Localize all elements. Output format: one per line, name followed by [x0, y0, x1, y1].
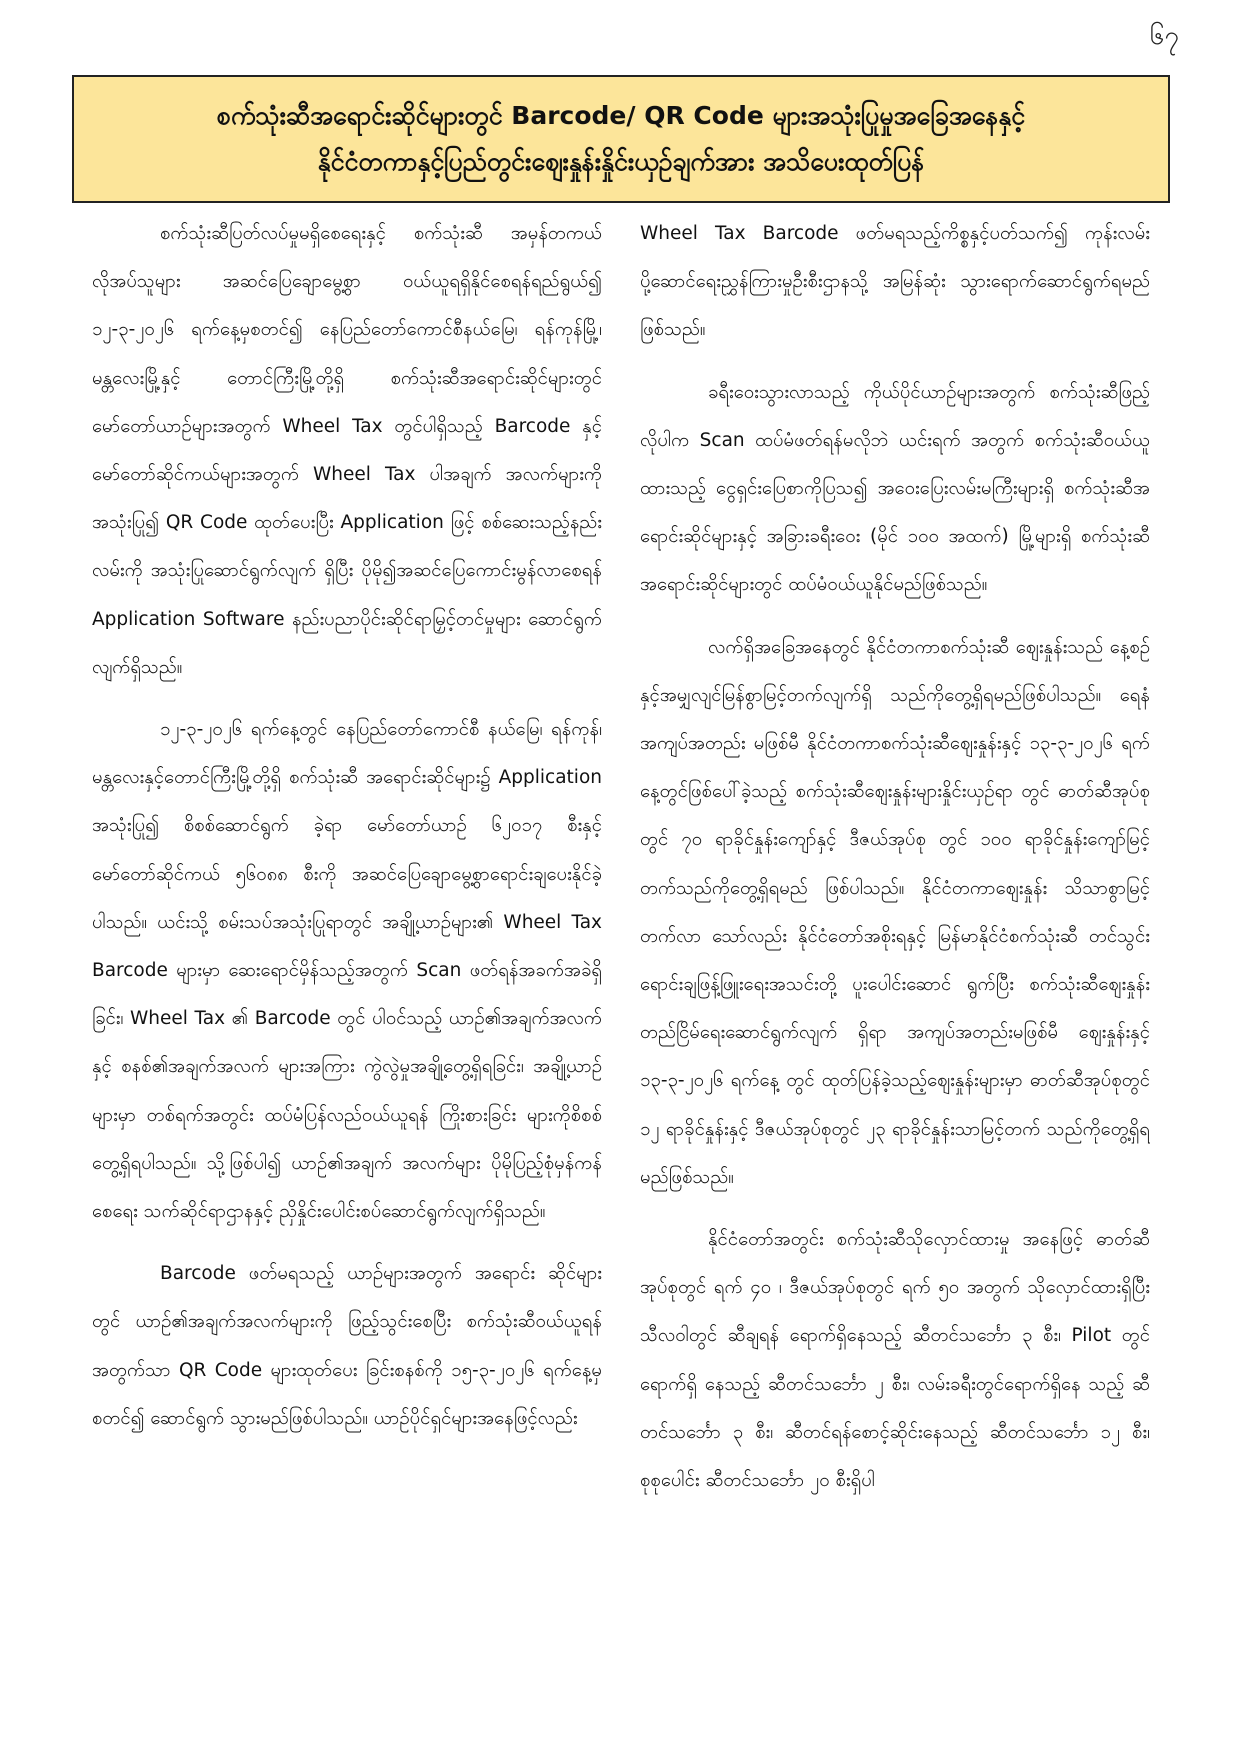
- page-number: ၆၇: [1149, 21, 1179, 51]
- right-paragraph-4: နိုင်ငံတော်အတွင်း စက်သုံးဆီသိုလှောင်ထားမှု အနေဖြင့် ဓာတ်ဆီအုပ်စုတွင် ရက် ၄၀ ၊ ဒီဇယ်အုပ်စုတွင် ရက် ၅၀ အတွက် သိုလှောင်ထားရှိပြီး သီလဝါတွင် ဆီချရန် ရောက်ရှိနေသည့် ဆီတင်သင်္ဘော ၃ စီး၊ Pilot တွင်ရောက်ရှိ နေသည့် ဆီတင်သင်္ဘော ၂ စီး၊ လမ်းခရီးတွင်ရောက်ရှိနေ သည့် ဆီတင်သင်္ဘော ၃ စီး၊ ဆီတင်ရန်စောင့်ဆိုင်းနေသည့် ဆီတင်သင်္ဘော ၁၂ စီး၊ စုစုပေါင်း ဆီတင်သင်္ဘော ၂၀ စီးရှိပါ: [640, 1229, 1150, 1492]
- right-paragraph-3: လက်ရှိအခြေအနေတွင် နိုင်ငံတကာစက်သုံးဆီ ဈေးနှုန်းသည် နေ့စဉ်နှင့်အမျှလျင်မြန်စွာမြင့်တက်လျက်ရှိ သည်ကိုတွေ့ရှိရမည်ဖြစ်ပါသည်။ ရေနံအကျပ်အတည်း မဖြစ်မီ နိုင်ငံတကာစက်သုံးဆီဈေးနှုန်းနှင့် ၁၃-၃-၂၀၂၆ ရက် နေ့တွင်ဖြစ်ပေါ်ခဲ့သည့် စက်သုံးဆီဈေးနှုန်းများနှိုင်းယှဉ်ရာ တွင် ဓာတ်ဆီအုပ်စုတွင် ၇၀ ရာခိုင်နှုန်းကျော်နှင့် ဒီဇယ်အုပ်စု တွင် ၁၀၀ ရာခိုင်နှုန်းကျော်မြင့်တက်သည်ကိုတွေ့ရှိရမည် ဖြစ်ပါသည်။ နိုင်ငံတကာဈေးနှုန်း သိသာစွာမြင့်တက်လာ သော်လည်း နိုင်ငံတော်အစိုးရနှင့် မြန်မာနိုင်ငံစက်သုံးဆီ တင်သွင်းရောင်းချဖြန့်ဖြူးရေးအသင်းတို့ ပူးပေါင်းဆောင် ရွက်ပြီး စက်သုံးဆီဈေးနှုန်း တည်ငြိမ်ရေးဆောင်ရွက်လျက် ရှိရာ အကျပ်အတည်းမဖြစ်မီ ဈေးနှုန်းနှင့် ၁၃-၃-၂၀၂၆ ရက်နေ့ တွင် ထုတ်ပြန်ခဲ့သည့်ဈေးနှုန်းများမှာ ဓာတ်ဆီအုပ်စုတွင် ၁၂ ရာခိုင်နှုန်းနှင့် ဒီဇယ်အုပ်စုတွင် ၂၃ ရာခိုင်နှုန်းသာမြင့်တက် သည်ကိုတွေ့ရှိရမည်ဖြစ်သည်။: [640, 636, 1150, 1188]
- left-paragraph-2: ၁၂-၃-၂၀၂၆ ရက်နေ့တွင် နေပြည်တော်ကောင်စီ နယ်မြေ၊ ရန်ကုန်၊ မန္တလေးနှင့်တောင်ကြီးမြို့တို့ရှိ စက်သုံးဆီ အရောင်းဆိုင်များ၌ Application အသုံးပြု၍ စိစစ်ဆောင်ရွက် ခဲ့ရာ မော်တော်ယာဉ် ၆၂၀၁၇ စီးနှင့် မော်တော်ဆိုင်ကယ် ၅၆၀၈၈ စီးကို အဆင်ပြေချောမွေ့စွာရောင်းချပေးနိုင်ခဲ့ပါသည်။ ယင်းသို့ စမ်းသပ်အသုံးပြုရာတွင် အချို့ယာဉ်များ၏ Wheel Tax Barcode များမှာ ဆေးရောင်မှိန်သည့်အတွက် Scan ဖတ်ရန်အခက်အခဲရှိခြင်း၊ Wheel Tax ၏ Barcode တွင် ပါဝင်သည့် ယာဉ်၏အချက်အလက်နှင့် စနစ်၏အချက်အလက် များအကြား ကွဲလွဲမှုအချို့တွေ့ရှိရခြင်း၊ အချို့ယာဉ်များမှာ တစ်ရက်အတွင်း ထပ်မံပြန်လည်ဝယ်ယူရန် ကြိုးစားခြင်း များကိုစိစစ်တွေ့ရှိရပါသည်။ သို့ဖြစ်ပါ၍ ယာဉ်၏အချက် အလက်များ ပိုမိုပြည့်စုံမှန်ကန်စေရေး သက်ဆိုင်ရာဌာနနှင့် ညှိနှိုင်းပေါင်းစပ်ဆောင်ရွက်လျက်ရှိသည်။: [92, 719, 602, 1223]
- right-column: [640, 210, 1150, 1740]
- right-paragraph-1: Wheel Tax Barcode ဖတ်မရသည့်ကိစ္စနှင့်ပတ်သက်၍ ကုန်းလမ်းပို့ဆောင်ရေးညွှန်ကြားမှုဦးစီးဌာနသို့ အမြန်ဆုံး သွားရောက်ဆောင်ရွက်ရမည်ဖြစ်သည်။: [640, 223, 1150, 341]
- left-paragraph-3: Barcode ဖတ်မရသည့် ယာဉ်များအတွက် အရောင်း ဆိုင်များတွင် ယာဉ်၏အချက်အလက်များကို ဖြည့်သွင်းစေပြီး စက်သုံးဆီဝယ်ယူရန်အတွက်သာ QR Code များထုတ်ပေး ခြင်းစနစ်ကို ၁၅-၃-၂၀၂၆ ရက်နေ့မှစတင်၍ ဆောင်ရွက် သွားမည်ဖြစ်ပါသည်။ ယာဉ်ပိုင်ရှင်များအနေဖြင့်လည်း: [92, 1263, 602, 1429]
- title-line-2: နိုင်ငံတကာနှင့်ပြည်တွင်းဈေးနှုန်းနှိုင်းယှဉ်ချက်အား အသိပေးထုတ်ပြန်: [317, 147, 925, 176]
- left-column: [92, 210, 602, 1740]
- title-line-1: စက်သုံးဆီအရောင်းဆိုင်များတွင် Barcode/ QR Code များအသုံးပြုမှုအခြေအနေနှင့်: [216, 101, 1026, 130]
- right-paragraph-2: ခရီးဝေးသွားလာသည့် ကိုယ်ပိုင်ယာဉ်များအတွက် စက်သုံးဆီဖြည့်လိုပါက Scan ထပ်မံဖတ်ရန်မလိုဘဲ ယင်းရက် အတွက် စက်သုံးဆီဝယ်ယူထားသည့် ငွေရှင်းပြေစာကိုပြသ၍ အဝေးပြေးလမ်းမကြီးများရှိ စက်သုံးဆီအရောင်းဆိုင်များနှင့် အခြားခရီးဝေး (မိုင် ၁၀၀ အထက်) မြို့များရှိ စက်သုံးဆီ အရောင်းဆိုင်များတွင် ထပ်မံဝယ်ယူနိုင်မည်ဖြစ်သည်။: [640, 381, 1150, 596]
- left-paragraph-1: စက်သုံးဆီပြတ်လပ်မှုမရှိစေရေးနှင့် စက်သုံးဆီ အမှန်တကယ်လိုအပ်သူများ အဆင်ပြေချောမွေ့စွာ ဝယ်ယူရရှိနိုင်စေရန်ရည်ရွယ်၍ ၁၂-၃-၂၀၂၆ ရက်နေ့မှစတင်၍ နေပြည်တော်ကောင်စီနယ်မြေ၊ ရန်ကုန်မြို့၊ မန္တလေးမြို့နှင့် တောင်ကြီးမြို့တို့ရှိ စက်သုံးဆီအရောင်းဆိုင်များတွင် မော်တော်ယာဉ်များအတွက် Wheel Tax တွင်ပါရှိသည့် Barcode နှင့်မော်တော်ဆိုင်ကယ်များအတွက် Wheel Tax ပါအချက် အလက်များကိုအသုံးပြု၍ QR Code ထုတ်ပေးပြီး Application ဖြင့် စစ်ဆေးသည့်နည်းလမ်းကို အသုံးပြုဆောင်ရွက်လျက် ရှိပြီး ပိုမို၍အဆင်ပြေကောင်းမွန်လာစေရန် Application Software နည်းပညာပိုင်းဆိုင်ရာမြှင့်တင်မှုများ ဆောင်ရွက် လျက်ရှိသည်။: [92, 223, 602, 678]
- title-banner: [72, 75, 1170, 203]
